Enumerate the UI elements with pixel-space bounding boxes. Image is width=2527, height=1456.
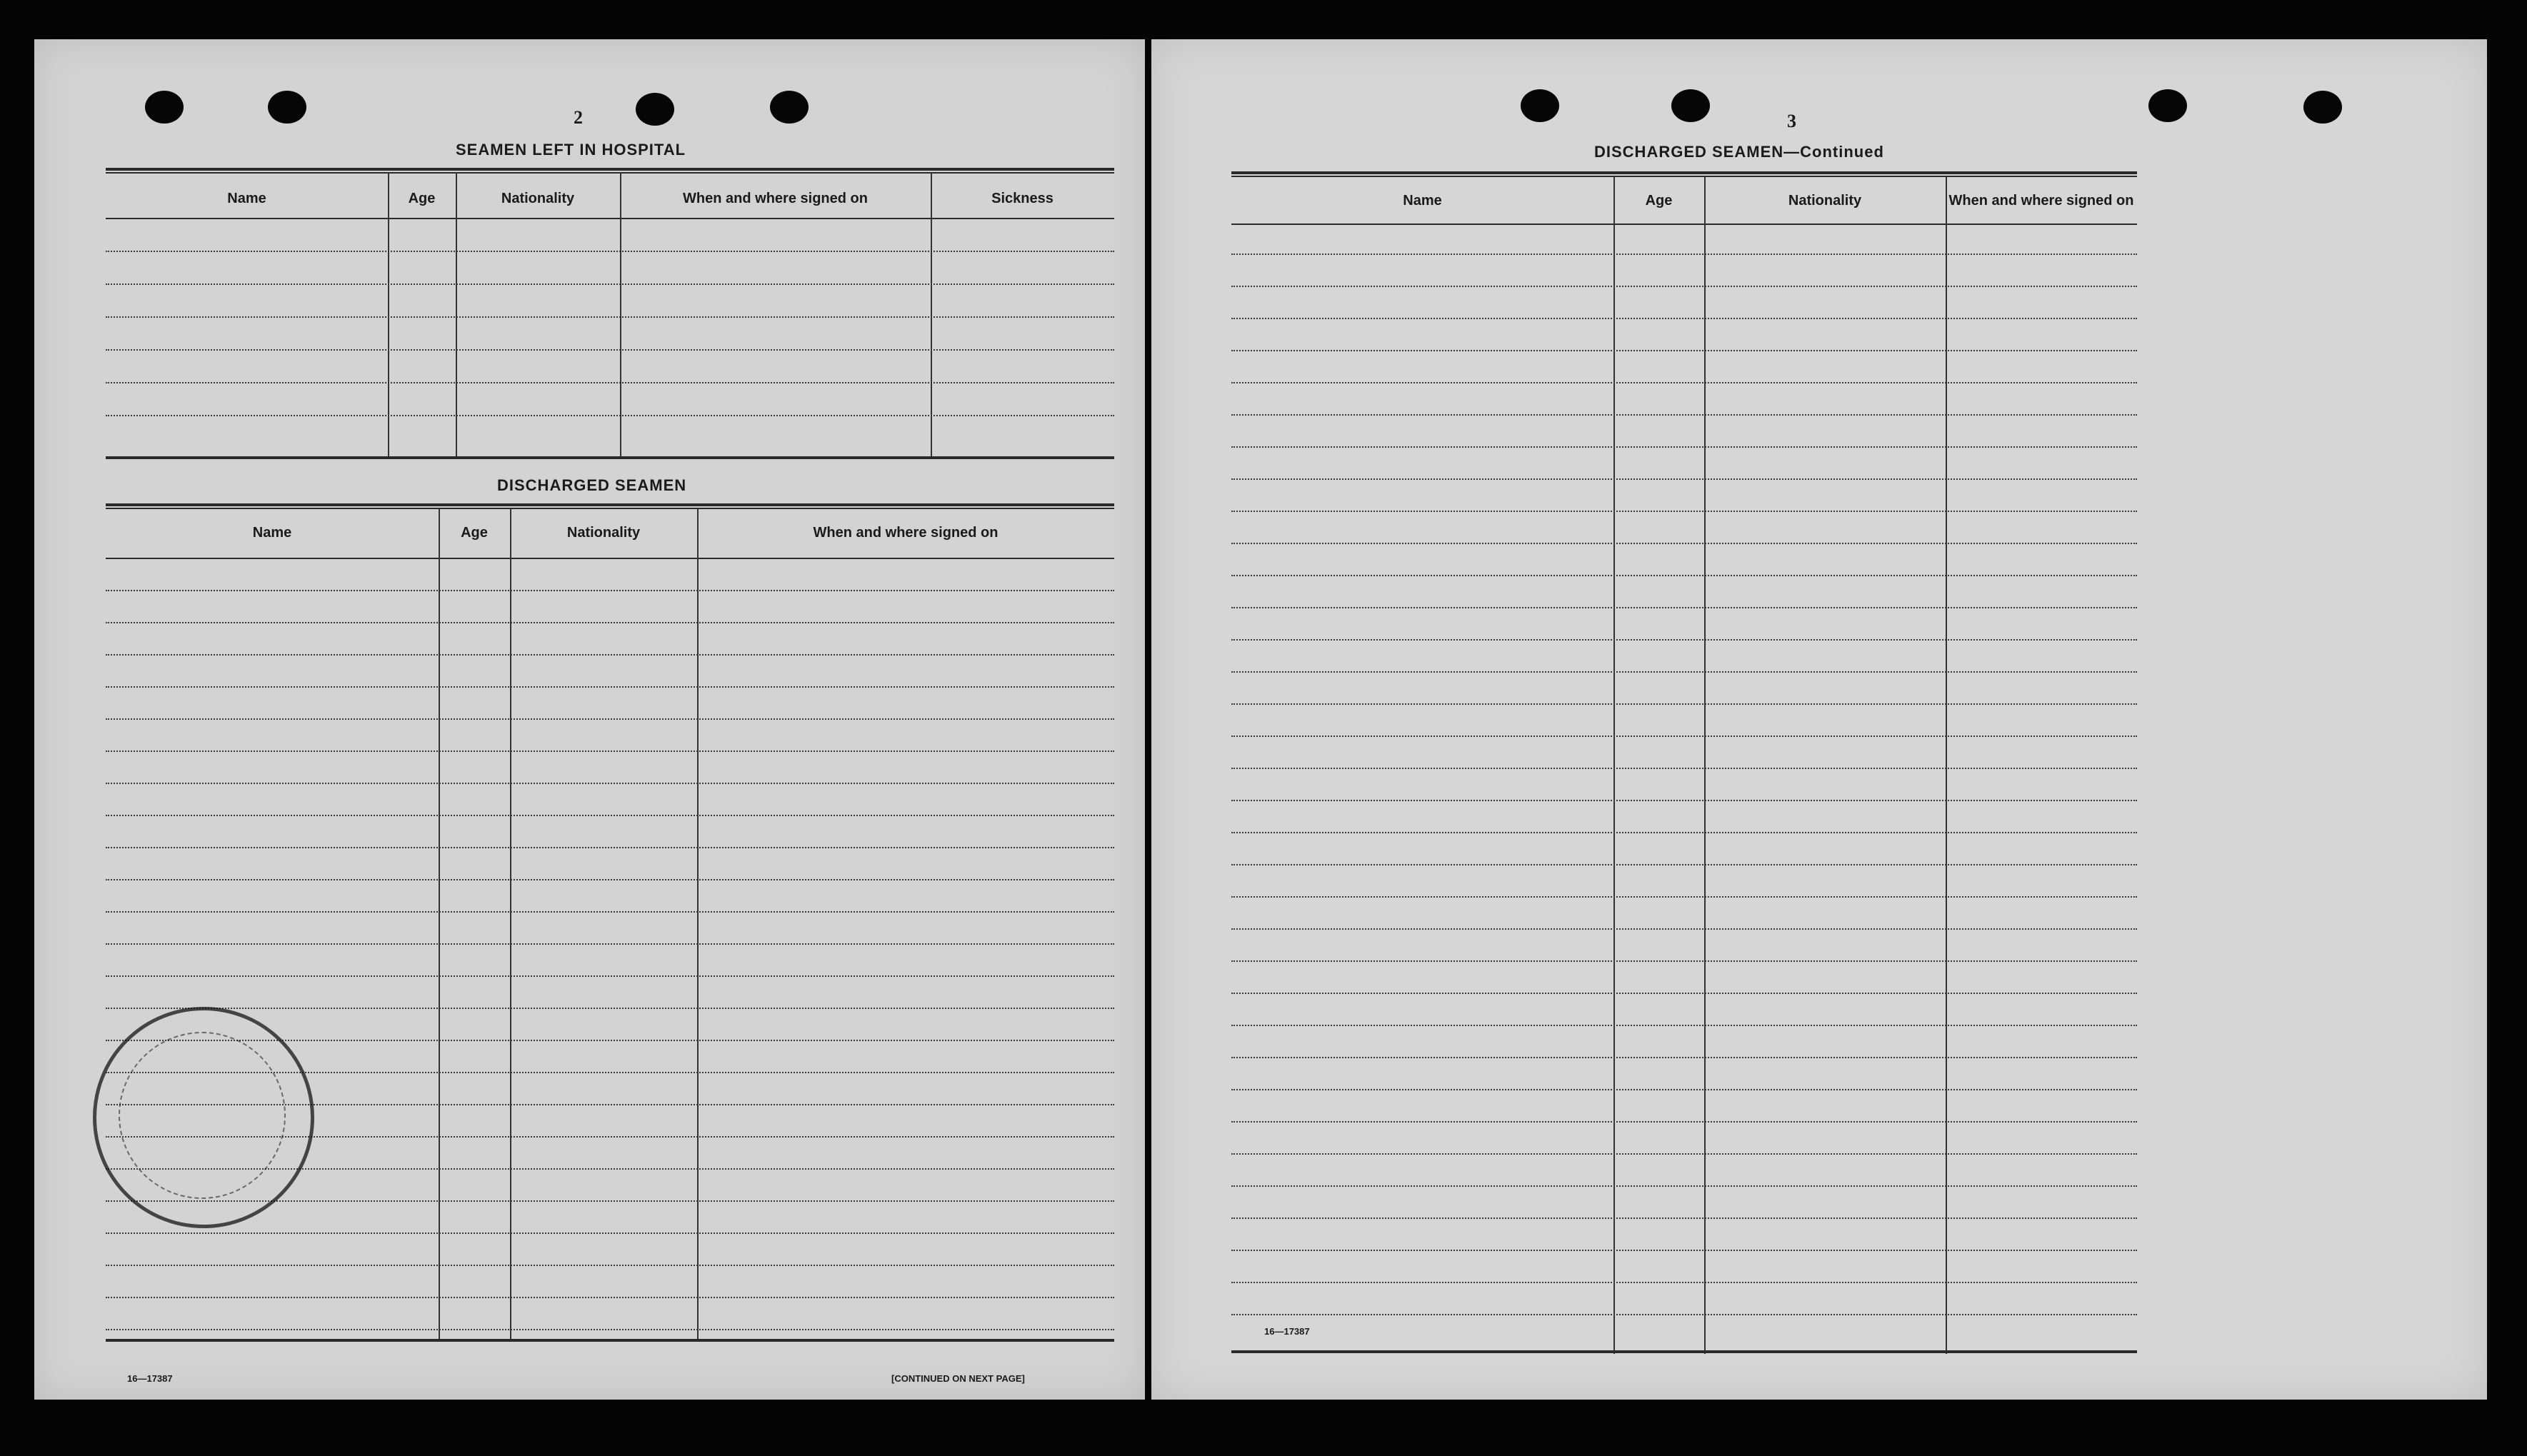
entry-line	[1231, 671, 2137, 673]
table-rule	[1231, 176, 2137, 177]
entry-line	[106, 283, 1114, 285]
entry-line	[1231, 960, 2137, 962]
entry-line	[106, 1008, 1114, 1009]
entry-line	[106, 783, 1114, 784]
hospital-col-signed-on: When and where signed on	[683, 191, 868, 206]
table-rule	[1231, 171, 2137, 174]
discharged-col-name: Name	[252, 525, 292, 541]
table-rule	[106, 503, 1114, 506]
entry-line	[1231, 1153, 2137, 1155]
entry-line	[106, 879, 1114, 880]
entry-line	[106, 718, 1114, 720]
discharged-col-nationality: Nationality	[566, 525, 641, 541]
entry-line	[106, 750, 1114, 752]
left-page	[34, 39, 1145, 1400]
entry-line	[1231, 993, 2137, 994]
entry-line	[106, 415, 1114, 416]
page-number: 2	[574, 107, 584, 128]
table-rule	[106, 168, 1114, 171]
entry-line	[106, 943, 1114, 945]
column-divider	[1704, 176, 1706, 1354]
entry-line	[1231, 864, 2137, 865]
punch-hole	[2303, 91, 2342, 124]
entry-line	[1231, 286, 2137, 287]
punch-hole	[2148, 89, 2187, 122]
entry-line	[1231, 350, 2137, 351]
table-rule	[106, 558, 1114, 559]
punch-hole	[145, 91, 184, 124]
entry-line	[106, 686, 1114, 688]
punch-hole	[636, 93, 674, 126]
right-page	[1151, 39, 2487, 1400]
entry-line	[1231, 253, 2137, 255]
column-divider	[510, 508, 511, 1342]
table-rule	[1231, 1350, 2137, 1353]
entry-line	[106, 1232, 1114, 1234]
entry-line	[1231, 478, 2137, 480]
table-rule	[106, 1339, 1114, 1342]
discharged-continued-title: DISCHARGED SEAMEN—Continued	[1594, 143, 1884, 161]
entry-line	[1231, 735, 2137, 737]
punch-hole	[770, 91, 809, 124]
continued-col-nationality: Nationality	[1788, 193, 1862, 209]
entry-line	[1231, 543, 2137, 544]
hospital-col-age: Age	[408, 191, 436, 206]
entry-line	[1231, 928, 2137, 930]
entry-line	[1231, 1025, 2137, 1026]
column-divider	[697, 508, 699, 1342]
hospital-col-sickness: Sickness	[991, 191, 1054, 206]
entry-line	[1231, 768, 2137, 769]
entry-line	[1231, 575, 2137, 576]
continued-col-signed-on: When and where signed on	[1948, 193, 2134, 209]
entry-line	[1231, 318, 2137, 319]
entry-line	[106, 1297, 1114, 1298]
entry-line	[1231, 1282, 2137, 1283]
table-rule	[106, 172, 1114, 174]
hospital-col-name: Name	[227, 191, 266, 206]
entry-line	[1231, 896, 2137, 898]
column-divider	[439, 508, 440, 1342]
hospital-section-title: SEAMEN LEFT IN HOSPITAL	[456, 141, 686, 159]
entry-line	[106, 349, 1114, 351]
continued-col-age: Age	[1645, 193, 1673, 209]
column-divider	[1613, 176, 1615, 1354]
entry-line	[1231, 639, 2137, 641]
entry-line	[1231, 832, 2137, 833]
entry-line	[106, 1329, 1114, 1330]
entry-line	[106, 382, 1114, 383]
page-number: 3	[1787, 111, 1797, 131]
entry-line	[1231, 511, 2137, 512]
form-code: 16—17387	[127, 1373, 173, 1384]
form-code: 16—17387	[1264, 1326, 1310, 1337]
entry-line	[106, 251, 1114, 252]
entry-line	[1231, 1089, 2137, 1090]
entry-line	[106, 975, 1114, 977]
discharged-section-title: DISCHARGED SEAMEN	[497, 476, 687, 494]
punch-hole	[1671, 89, 1710, 122]
table-rule	[106, 508, 1114, 509]
table-rule	[1231, 224, 2137, 225]
entry-line	[106, 847, 1114, 848]
entry-line	[106, 622, 1114, 623]
discharged-col-age: Age	[461, 525, 488, 541]
column-divider	[1946, 176, 1947, 1354]
entry-line	[106, 911, 1114, 913]
punch-hole	[1521, 89, 1559, 122]
punch-hole	[268, 91, 306, 124]
entry-line	[1231, 446, 2137, 448]
entry-line	[106, 316, 1114, 318]
circular-stamp-inner	[119, 1032, 286, 1199]
entry-line	[106, 815, 1114, 816]
entry-line	[106, 654, 1114, 656]
entry-line	[1231, 1314, 2137, 1315]
hospital-col-nationality: Nationality	[501, 191, 575, 206]
continued-note: [CONTINUED ON NEXT PAGE]	[891, 1373, 1025, 1384]
entry-line	[1231, 382, 2137, 383]
continued-col-name: Name	[1403, 193, 1442, 209]
table-rule	[106, 218, 1114, 219]
table-rule	[106, 456, 1114, 459]
entry-line	[1231, 703, 2137, 705]
entry-line	[1231, 1250, 2137, 1251]
entry-line	[1231, 414, 2137, 416]
entry-line	[1231, 607, 2137, 608]
entry-line	[1231, 800, 2137, 801]
discharged-col-signed-on: When and where signed on	[813, 525, 999, 541]
entry-line	[1231, 1185, 2137, 1187]
entry-line	[1231, 1121, 2137, 1123]
entry-line	[106, 590, 1114, 591]
entry-line	[1231, 1057, 2137, 1058]
entry-line	[106, 1265, 1114, 1266]
entry-line	[1231, 1217, 2137, 1219]
